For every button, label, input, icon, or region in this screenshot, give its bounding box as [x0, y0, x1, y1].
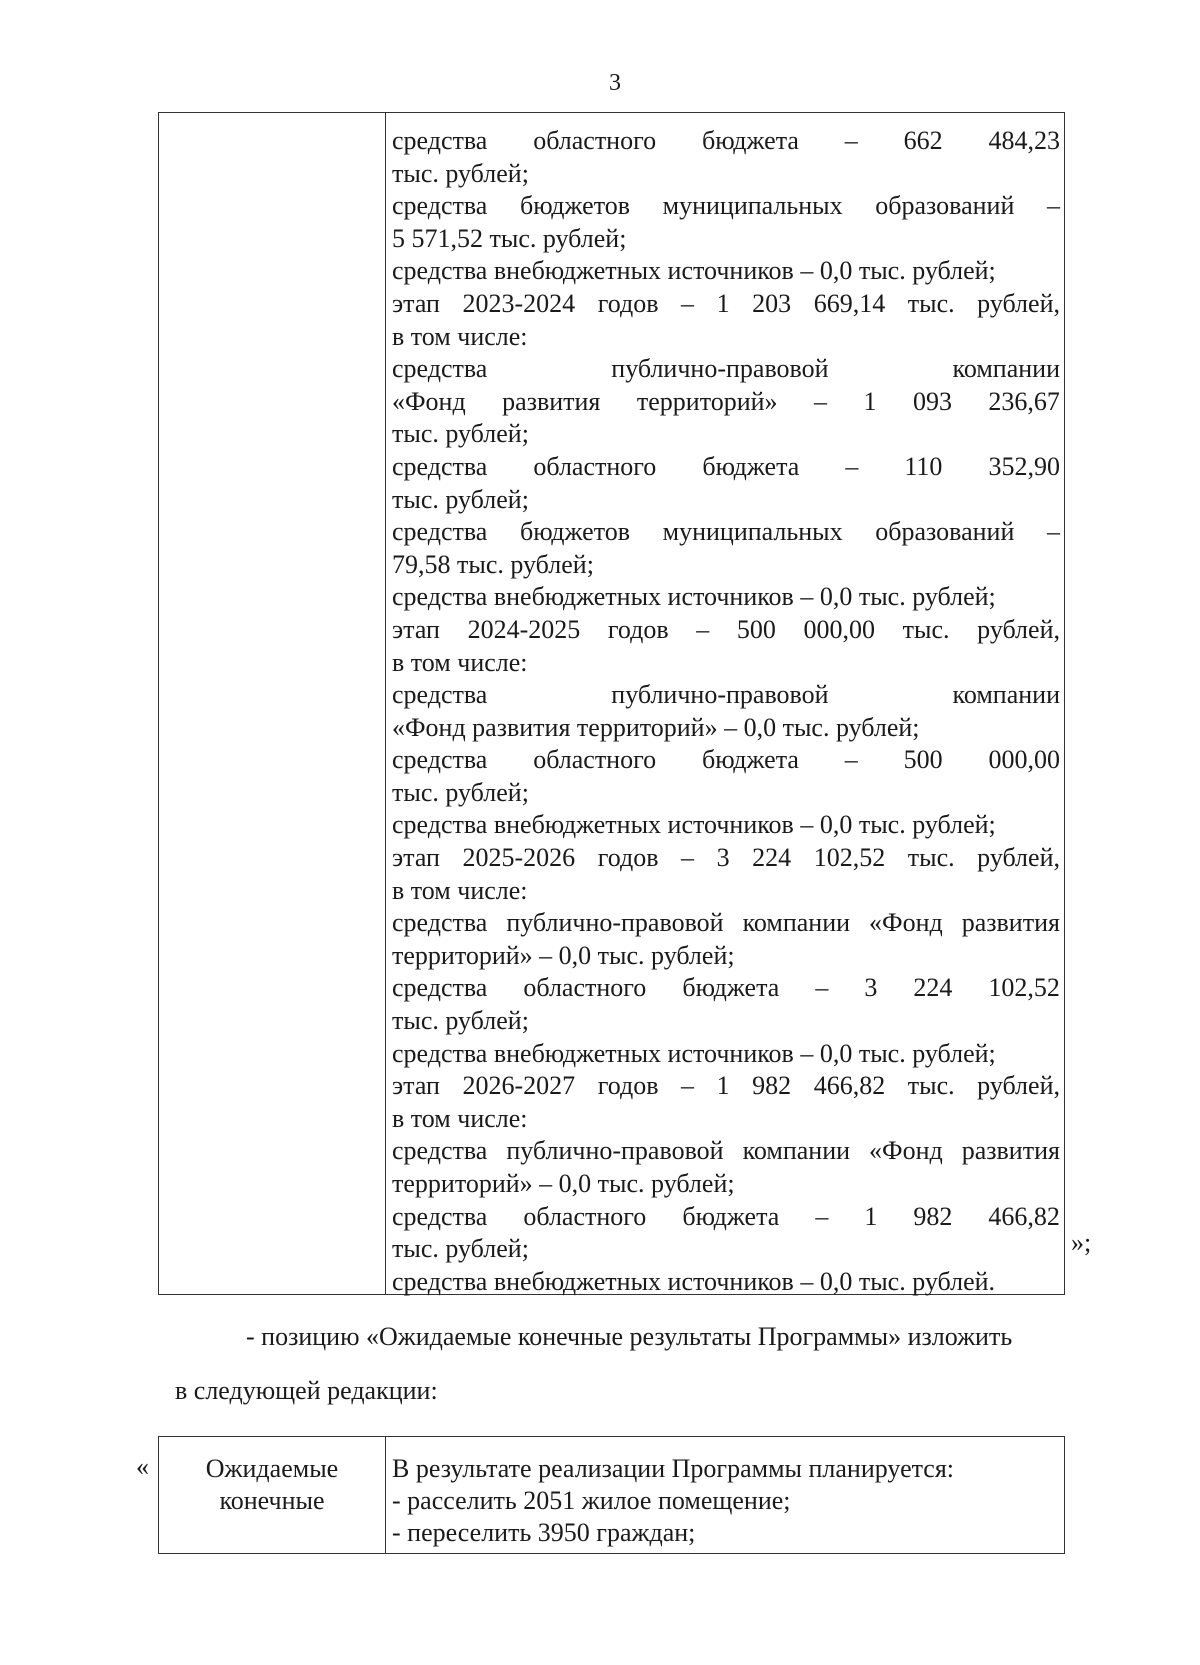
funding-word: муниципальных: [662, 517, 843, 547]
funding-word: 224: [752, 843, 792, 873]
funding-line: 79,58 тыс. рублей;: [392, 549, 594, 579]
funding-word: –: [681, 843, 695, 873]
funding-word: средства: [392, 973, 488, 1003]
funding-word: этап: [392, 614, 440, 644]
funding-word: публично-правовой: [506, 908, 724, 938]
funding-line: [392, 288, 1060, 321]
funding-line: в том числе:: [392, 647, 528, 677]
funding-word: бюджетов: [519, 517, 630, 547]
funding-line: [392, 744, 1060, 777]
funding-word: годов: [597, 288, 659, 318]
funding-word: рублей,: [977, 288, 1060, 318]
results-label-line: Ожидаемые: [205, 1454, 339, 1483]
funding-word: рублей,: [977, 1071, 1060, 1101]
funding-word: развития: [961, 1136, 1060, 1166]
results-line: В результате реализации Программы планируется:: [392, 1454, 955, 1483]
funding-word: рублей,: [977, 843, 1060, 873]
funding-word: –: [696, 614, 710, 644]
funding-word: 1: [864, 1201, 878, 1231]
funding-word: тыс.: [907, 288, 955, 318]
funding-word: образований: [875, 191, 1015, 221]
results-table: [158, 1436, 1065, 1554]
results-line: - расселить 2051 жилое помещение;: [392, 1486, 791, 1515]
funding-word: этап: [392, 1071, 440, 1101]
results-label-line: конечные: [219, 1486, 325, 1515]
results-line: - переселить 3950 граждан;: [392, 1518, 696, 1547]
funding-word: 000,00: [803, 614, 876, 644]
funding-word: бюджета: [702, 451, 800, 481]
funding-word: рублей,: [977, 614, 1060, 644]
funding-line: средства внебюджетных источников – 0,0 тыс. рублей;: [392, 256, 996, 286]
funding-word: 102,52: [813, 843, 886, 873]
funding-line: [392, 516, 1060, 549]
page-number: 3: [609, 70, 621, 96]
opening-quote: «: [136, 1452, 149, 1481]
column-divider: [385, 1437, 386, 1553]
funding-word: бюджета: [701, 745, 799, 775]
funding-word: средства: [392, 354, 488, 384]
funding-word: образований: [875, 517, 1015, 547]
funding-word: –: [845, 451, 859, 481]
funding-line: [392, 679, 1060, 712]
funding-line: [392, 1135, 1060, 1168]
funding-word: тыс.: [907, 1071, 955, 1101]
funding-word: областного: [533, 745, 657, 775]
funding-word: средства: [392, 126, 488, 155]
funding-line: тыс. рублей;: [392, 419, 529, 449]
funding-word: публично-правовой: [506, 1136, 724, 1166]
funding-word: –: [844, 745, 858, 775]
funding-line: тыс. рублей;: [392, 1234, 529, 1264]
funding-line: средства внебюджетных источников – 0,0 тыс. рублей;: [392, 810, 996, 840]
funding-word: 110: [904, 451, 943, 481]
results-content-cell: [392, 1453, 1060, 1549]
funding-word: годов: [607, 614, 669, 644]
results-label-cell: [159, 1453, 385, 1517]
funding-word: средства: [392, 745, 488, 775]
funding-word: тыс.: [902, 614, 950, 644]
funding-line: [392, 451, 1060, 484]
funding-word: средства: [392, 1201, 488, 1231]
funding-line: средства внебюджетных источников – 0,0 тыс. рублей.: [392, 1266, 996, 1296]
funding-word: –: [681, 288, 695, 318]
funding-line: [392, 972, 1060, 1005]
funding-word: 466,82: [988, 1201, 1060, 1231]
funding-word: средства: [392, 451, 488, 481]
funding-word: 1: [716, 1071, 730, 1101]
funding-line: средства внебюджетных источников – 0,0 тыс. рублей;: [392, 582, 996, 612]
funding-word: –: [815, 973, 829, 1003]
funding-line: [392, 907, 1060, 940]
funding-word: компании: [742, 908, 851, 938]
funding-line: территорий» – 0,0 тыс. рублей;: [392, 940, 735, 970]
funding-word: –: [844, 126, 858, 155]
funding-word: 500: [903, 745, 943, 775]
funding-word: годов: [597, 843, 659, 873]
funding-word: этап: [392, 288, 440, 318]
funding-word: публично-правовой: [611, 354, 829, 384]
funding-line: [392, 842, 1060, 875]
funding-word: 2023-2024: [462, 288, 576, 318]
funding-line: [392, 190, 1060, 223]
funding-word: –: [681, 1071, 695, 1101]
funding-line: в том числе:: [392, 1103, 528, 1133]
funding-line: «Фонд развития территорий» – 0,0 тыс. рублей;: [392, 712, 920, 742]
funding-word: 662: [903, 126, 943, 155]
funding-word: 102,52: [988, 973, 1060, 1003]
funding-line: [392, 353, 1060, 386]
funding-word: 1: [863, 386, 877, 416]
funding-line: [392, 125, 1060, 158]
funding-word: 466,82: [813, 1071, 886, 1101]
funding-word: средства: [392, 517, 488, 547]
funding-word: компании: [952, 354, 1060, 384]
funding-line: средства внебюджетных источников – 0,0 тыс. рублей;: [392, 1038, 996, 1068]
amendment-paragraph-line-2: в следующей редакции:: [175, 1376, 438, 1405]
funding-word: средства: [392, 680, 488, 710]
funding-line: в том числе:: [392, 321, 528, 351]
funding-word: 2024-2025: [467, 614, 581, 644]
funding-word: бюджета: [682, 1201, 780, 1231]
funding-word: публично-правовой: [611, 680, 829, 710]
funding-word: тыс.: [907, 843, 955, 873]
funding-word: –: [815, 1201, 829, 1231]
funding-line: 5 571,52 тыс. рублей;: [392, 223, 627, 253]
funding-line: тыс. рублей;: [392, 1006, 529, 1036]
funding-table: [158, 112, 1065, 1295]
funding-word: годов: [597, 1071, 659, 1101]
funding-word: 2025-2026: [462, 843, 576, 873]
funding-word: средства: [392, 191, 488, 221]
funding-line: в том числе:: [392, 875, 528, 905]
funding-word: развития: [961, 908, 1060, 938]
funding-word: бюджета: [701, 126, 799, 155]
funding-line: [392, 1070, 1060, 1103]
funding-word: 982: [913, 1201, 953, 1231]
funding-line: тыс. рублей;: [392, 158, 529, 188]
funding-word: областного: [533, 451, 657, 481]
amendment-paragraph-line-1: - позицию «Ожидаемые конечные результаты Программы» изложить: [246, 1322, 1013, 1351]
funding-word: 669,14: [813, 288, 886, 318]
funding-word: «Фонд: [392, 386, 466, 416]
funding-line: [392, 614, 1060, 647]
funding-word: областного: [523, 1201, 647, 1231]
funding-word: 3: [716, 843, 730, 873]
funding-word: 484,23: [988, 126, 1060, 155]
funding-line: территорий» – 0,0 тыс. рублей;: [392, 1169, 735, 1198]
funding-cell: [392, 125, 1060, 1298]
funding-line: [392, 386, 1060, 419]
funding-word: компании: [742, 1136, 851, 1166]
funding-word: «Фонд: [869, 908, 943, 938]
funding-word: территорий»: [636, 386, 778, 416]
funding-word: областного: [523, 973, 647, 1003]
funding-word: 982: [752, 1071, 792, 1101]
funding-line: тыс. рублей;: [392, 777, 529, 807]
funding-word: развития: [502, 386, 601, 416]
funding-word: средства: [392, 908, 488, 938]
funding-word: 203: [752, 288, 792, 318]
funding-word: –: [814, 386, 828, 416]
funding-word: средства: [392, 1136, 488, 1166]
funding-word: бюджетов: [519, 191, 630, 221]
funding-line: [392, 1201, 1060, 1234]
funding-word: бюджета: [682, 973, 780, 1003]
funding-word: муниципальных: [662, 191, 843, 221]
funding-word: этап: [392, 843, 440, 873]
funding-word: 236,67: [988, 386, 1060, 416]
funding-word: 500: [736, 614, 776, 644]
funding-word: 1: [716, 288, 730, 318]
funding-word: 2026-2027: [462, 1071, 576, 1101]
funding-word: 093: [912, 386, 952, 416]
closing-quote: »;: [1071, 1228, 1092, 1257]
funding-word: –: [1047, 191, 1060, 221]
funding-word: 3: [864, 973, 878, 1003]
funding-word: 224: [913, 973, 953, 1003]
column-divider: [385, 113, 386, 1294]
funding-line: тыс. рублей;: [392, 484, 529, 514]
funding-word: компании: [952, 680, 1060, 710]
funding-word: «Фонд: [869, 1136, 943, 1166]
funding-word: 352,90: [988, 451, 1060, 481]
funding-word: –: [1047, 517, 1060, 547]
funding-word: 000,00: [988, 745, 1060, 775]
funding-word: областного: [533, 126, 657, 155]
